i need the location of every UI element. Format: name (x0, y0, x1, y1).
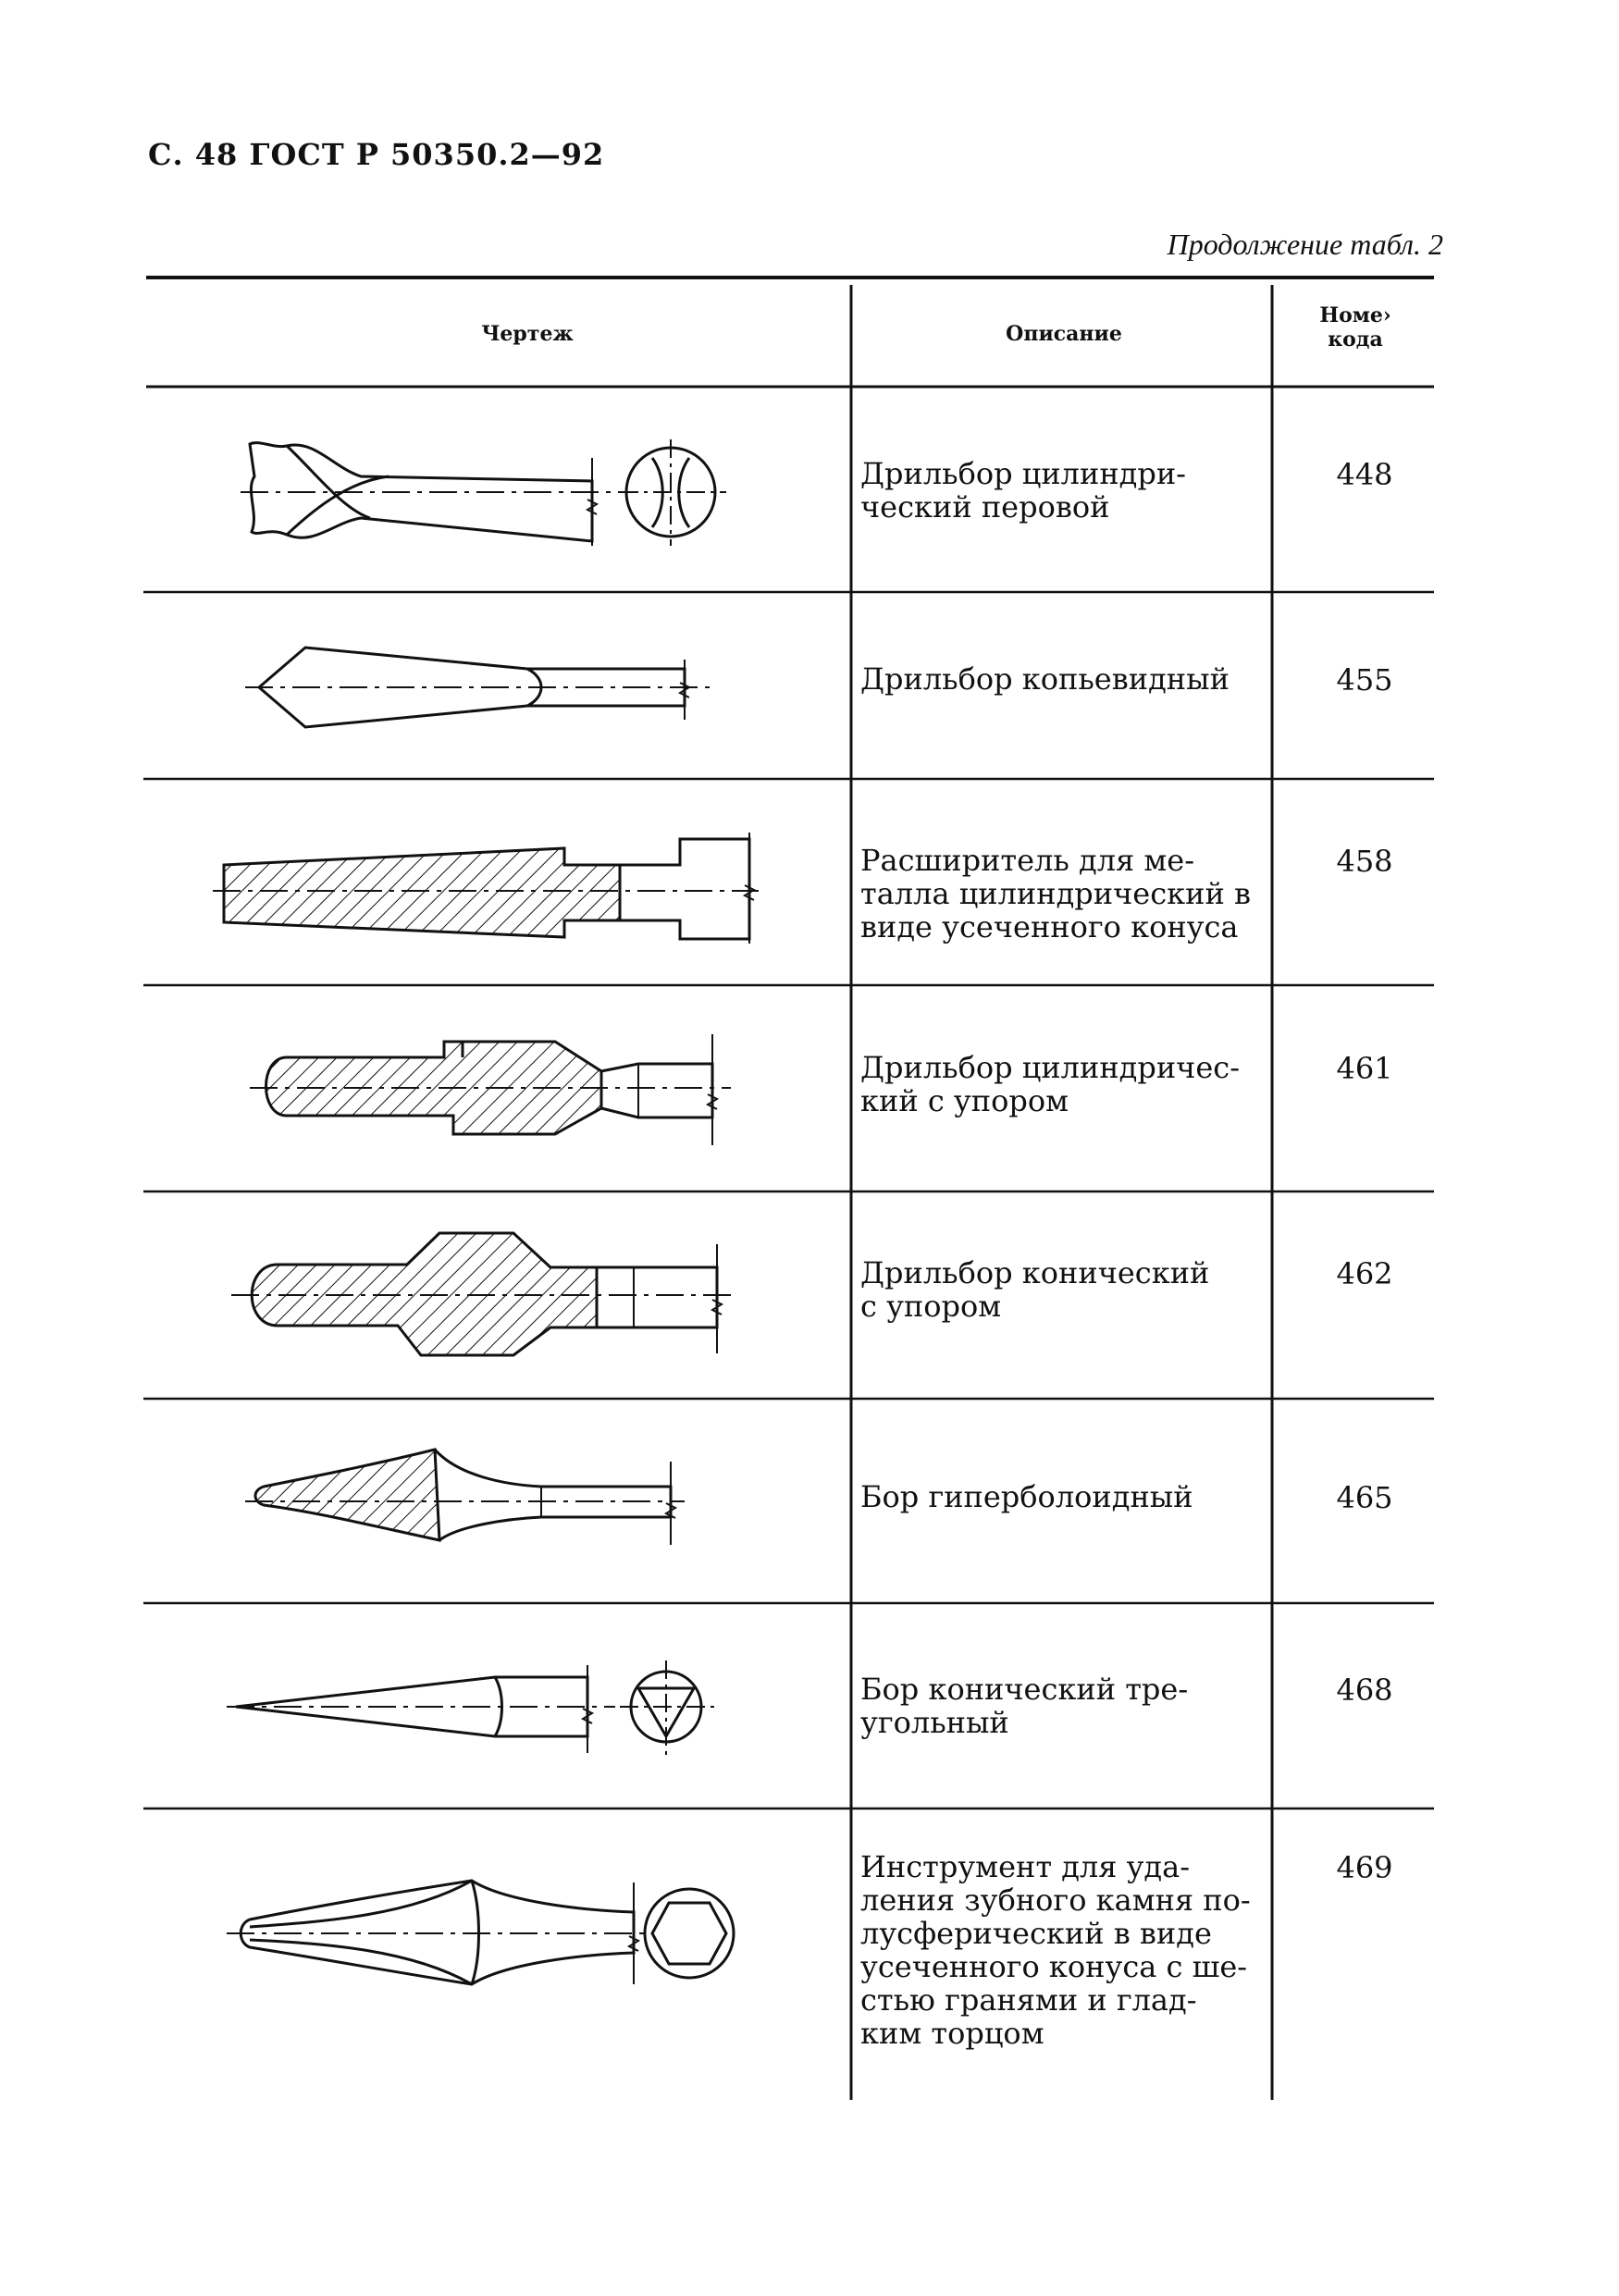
row-description-text: Бор конический тре- угольный (860, 1672, 1189, 1740)
row-code: 462 (1336, 1256, 1393, 1291)
row-code: 468 (1336, 1673, 1393, 1708)
row-description-text: Дрильбор копьевидный (860, 661, 1230, 697)
row-description (860, 457, 1258, 524)
row-description (860, 844, 1258, 944)
column-header-drawing: Чертеж (481, 322, 574, 346)
hexagonal-scaler-icon (227, 1864, 745, 2003)
spear-drill-icon (241, 636, 722, 738)
row-description-text: Бор гиперболоидный (860, 1479, 1193, 1514)
row-code: 465 (1336, 1480, 1393, 1515)
page-header: С. 48 ГОСТ Р 50350.2—92 (148, 137, 605, 172)
conical-drill-with-stop-icon (227, 1226, 745, 1364)
column-header-code-line2: кода (1328, 327, 1383, 352)
column-header-code-line1: Номе› (1319, 303, 1391, 327)
row-code: 455 (1336, 662, 1393, 697)
row-description (860, 1256, 1258, 1323)
column-header-description: Описание (1006, 322, 1122, 346)
row-code: 458 (1336, 844, 1393, 879)
row-description-text: Инструмент для уда- ления зубного камня по- лусферический в виде усеченного конуса с ше- стью гранями и глад- ким торцом (860, 1849, 1251, 2051)
row-description (860, 1850, 1258, 2050)
row-description (860, 662, 1258, 696)
hyperboloid-bur-icon (245, 1438, 698, 1559)
row-description-text: Дрильбор конический с упором (860, 1255, 1210, 1324)
row-code: 448 (1336, 457, 1393, 492)
cylindrical-feather-drill-icon (231, 426, 749, 555)
row-description (860, 1673, 1258, 1739)
truncated-cone-reamer-icon (213, 828, 768, 948)
table-continuation-caption: Продолжение табл. 2 (1167, 228, 1443, 261)
row-description-text: Дрильбор цилиндричес- кий с упором (860, 1050, 1240, 1118)
row-code: 461 (1336, 1051, 1393, 1086)
row-description (860, 1051, 1258, 1117)
row-description-text: Расширитель для ме- талла цилиндрический в виде усеченного конуса (860, 843, 1251, 944)
column-header-code (1281, 303, 1429, 352)
row-description (860, 1480, 1258, 1513)
row-code: 469 (1336, 1850, 1393, 1885)
cylindrical-drill-with-stop-icon (241, 1025, 740, 1154)
row-description-text: Дрильбор цилиндри- ческий перовой (860, 456, 1186, 525)
triangular-conical-bur-icon (227, 1651, 745, 1762)
